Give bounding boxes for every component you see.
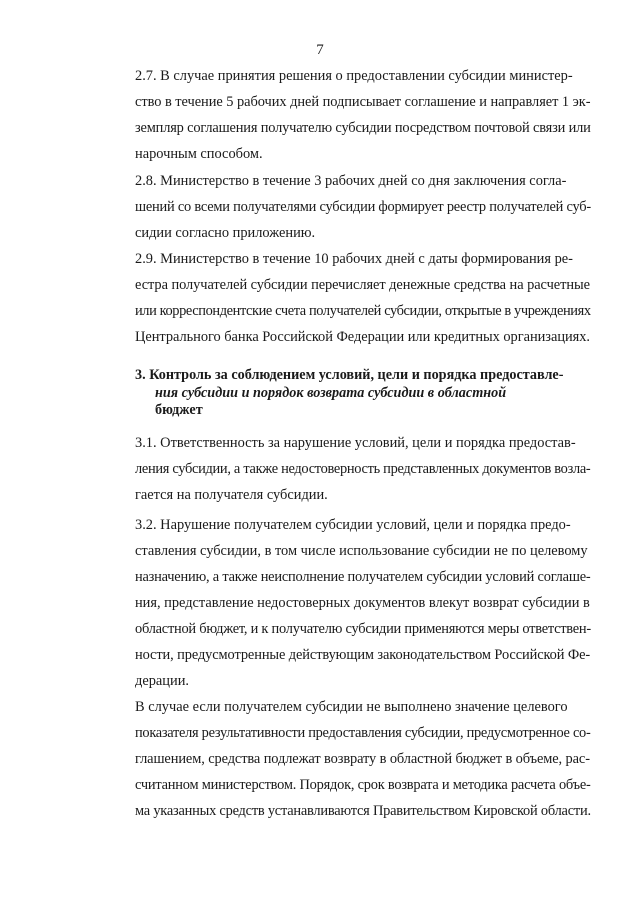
heading-line: бюджет [155, 402, 203, 418]
paragraph-line: нарочным способом. [135, 146, 263, 162]
paragraph-line: считанном министерством. Порядок, срок возврата и методика расчета объе- [135, 777, 591, 793]
paragraph-line: В случае если получателем субсидии не выполнено значение целевого [135, 699, 568, 715]
paragraph-line: Центрального банка Российской Федерации или кредитных организациях. [135, 329, 590, 345]
paragraph-3-2 [97, 512, 590, 694]
paragraph-line: ления субсидии, а также недостоверность представленных документов возла- [135, 461, 591, 477]
paragraph-line: ство в течение 5 рабочих дней подписывает соглашение и направляет 1 эк- [135, 94, 591, 110]
heading-line: 3. Контроль за соблюдением условий, цели и порядка предоставле- [135, 367, 564, 383]
paragraph-line: естра получателей субсидии перечисляет денежные средства на расчетные [135, 277, 590, 293]
paragraph-2-9 [97, 246, 590, 350]
paragraph-line: сидии согласно приложению. [135, 225, 316, 241]
page-number: 7 [316, 42, 324, 58]
paragraph-line: или корреспондентские счета получателей субсидии, открытые в учреждениях [135, 303, 591, 319]
paragraph-line: 2.7. В случае принятия решения о предоставлении субсидии министер- [135, 68, 573, 84]
paragraph-line: 2.8. Министерство в течение 3 рабочих дней со дня заключения согла- [135, 173, 567, 189]
paragraph-3-1 [97, 430, 590, 508]
paragraph-line: назначению, а также неисполнение получателем субсидии условий соглаше- [135, 569, 591, 585]
paragraph-line: ма указанных средств устанавливаются Правительством Кировской области. [135, 803, 591, 819]
paragraph-2-8 [97, 168, 590, 246]
paragraph-line: 2.9. Министерство в течение 10 рабочих дней с даты формирования ре- [135, 251, 573, 267]
paragraph-line: глашением, средства подлежат возврату в областной бюджет в объеме, рас- [135, 751, 590, 767]
paragraph-line: 3.2. Нарушение получателем субсидии условий, цели и порядка предо- [135, 517, 571, 533]
paragraph-line: шений со всеми получателями субсидии формирует реестр получателей суб- [135, 199, 591, 215]
section-heading-3 [135, 367, 590, 420]
paragraph-line: ния, представление недостоверных документов влекут возврат субсидии в [135, 595, 590, 611]
paragraph-line: показателя результативности предоставления субсидии, предусмотренное со- [135, 725, 591, 741]
paragraph-line: дерации. [135, 673, 189, 689]
heading-line: ния субсидии и порядок возврата субсидии в областной [155, 384, 507, 401]
paragraph-2-7 [97, 63, 590, 167]
paragraph-line: ставления субсидии, в том числе использование субсидии не по целевому [135, 543, 588, 559]
paragraph-3-3 [97, 694, 590, 824]
paragraph-line: областной бюджет, и к получателю субсидии применяются меры ответствен- [135, 621, 591, 637]
paragraph-line: гается на получателя субсидии. [135, 487, 328, 503]
paragraph-line: 3.1. Ответственность за нарушение условий, цели и порядка предостав- [135, 435, 576, 451]
paragraph-line: ности, предусмотренные действующим законодательством Российской Фе- [135, 647, 591, 663]
paragraph-line: земпляр соглашения получателю субсидии посредством почтовой связи или [135, 120, 591, 136]
